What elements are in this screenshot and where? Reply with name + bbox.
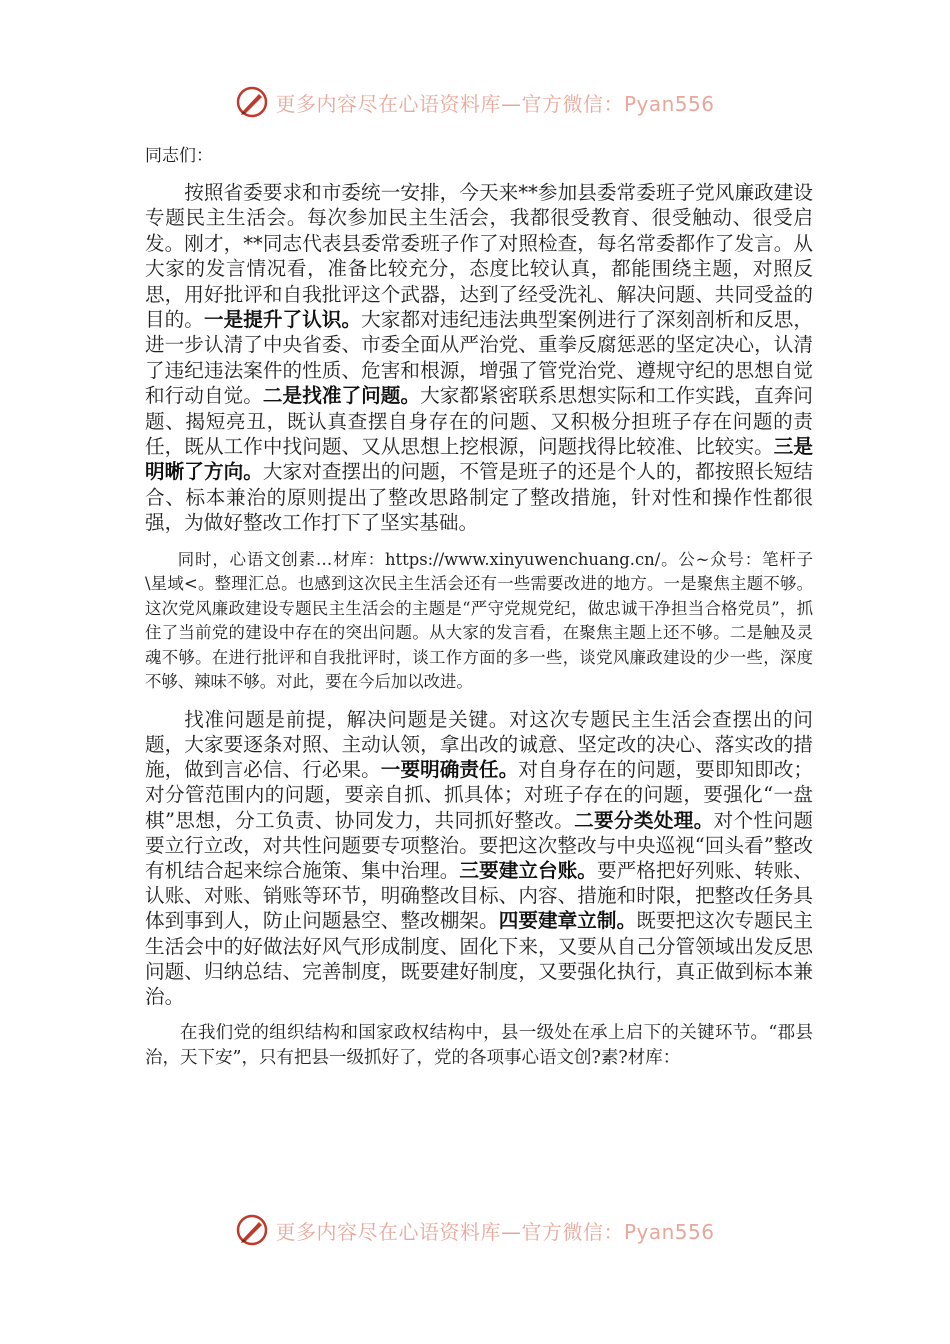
paragraph-4: 在我们党的组织结构和国家政权结构中，县一级处在承上启下的关键环节。“郡县治，天下安”，只有把县一级抓好了，党的各项事心语文创?素?材库： — [145, 1023, 813, 1069]
pen-logo-icon — [235, 85, 269, 119]
footer-watermark-banner — [0, 1210, 950, 1250]
watermark-text: 更多内容尽在心语资料库—官方微信：Pyan556 — [275, 91, 715, 116]
text-run: 大家都对违纪违法典型案例进行了深刻剖析和反思，进一步认清了中央省委、市委全面从严治党、重拳反腐惩恶的坚定决心，认清了违纪违法案件的性质、危害和根源，增强了管党治党、遵规守纪的思想自觉和行动自觉。 — [145, 308, 814, 408]
bold-key-point: 三要建立台账。 — [459, 858, 597, 882]
text-run: 既要把这次专题民主生活会中的好做法好风气形成制度、固化下来，又要从自己分管领域出发反思问题、归纳总结、完善制度，既要建好制度，又要强化执行，真正做到标本兼治。 — [145, 909, 814, 1008]
bold-key-point: 一要明确责任。 — [380, 758, 519, 782]
text-run: 找准问题是前提，解决问题是关键。对这次专题民主生活会查摆出的问题，大家要逐条对照、主动认领，拿出改的诚意、坚定改的决心、落实改的措施，做到言必信、行必果。 — [145, 707, 813, 782]
bold-key-point: 三是明晰了方向。 — [145, 435, 814, 484]
paragraph-2: 同时，心语文创素…材库：https://www.xinyuwenchuang.cn/。公~众号：笔杆子\星域<。整理汇总。也感到这次民主生活会还有一些需要改进的地方。一是聚焦主题不够。这次党风廉政建设专题民主生活会的主题是“严守党规党纪，做忠诚干净担当合格党员”，抓住了当前党的建设中存在的突出问题。从大家的发言看，在聚焦主题上还不够。二是触及灵魂不够。在进行批评和自我批评时，谈工作方面的多一些，谈党风廉政建设的少一些，深度不够、辣味不够。对此，要在今后加以改进。 — [145, 549, 813, 692]
text-run: 按照省委要求和市委统一安排，今天来**参加县委常委班子党风廉政建设专题民主生活会。每次参加民主生活会，我都很受教育、很受触动、很受启发。刚才，**同志代表县委常委班子作了对照检查，每名常委都作了发言。从大家的发言情况看，准备比较充分，态度比较认真，都能围绕主题，对照反思，用好批评和自我批评这个武器，达到了经受洗礼、解决问题、共同受益的目的。 — [145, 181, 813, 332]
watermark-text: 更多内容尽在心语资料库—官方微信：Pyan556 — [275, 1219, 715, 1244]
text-run: 对自身存在的问题，要即知即改；对分管范围内的问题，要亲自抓、抓具体；对班子存在的问题，要强化“一盘棋”思想，分工负责、协同发力，共同抓好整改。 — [145, 758, 814, 832]
document-body — [145, 143, 813, 1071]
bold-key-point: 一是提升了认识。 — [203, 308, 362, 332]
header-watermark-banner — [0, 82, 950, 122]
text-run: 对个性问题要立行立改，对共性问题要专项整治。要把这次整改与中央巡视“回头看”整改有机结合起来综合施策、集中治理。 — [145, 808, 814, 882]
bold-key-point: 二是找准了问题。 — [262, 384, 421, 408]
paragraph-1 — [145, 180, 813, 536]
paragraph-3 — [145, 707, 813, 1009]
salutation: 同志们： — [145, 146, 213, 166]
text-run: 大家都紧密联系思想实际和工作实践，直奔问题、揭短亮丑，既认真查摆自身存在的问题、又积极分担班子存在问题的责任，既从工作中找问题、又从思想上挖根源，问题找得比较准、比较实。 — [145, 384, 814, 459]
text-run: 要严格把好列账、转账、认账、对账、销账等环节，明确整改目标、内容、措施和时限，把整改任务具体到事到人，防止问题悬空、整改棚架。 — [145, 858, 814, 933]
bold-key-point: 二要分类处理。 — [574, 808, 714, 832]
bold-key-point: 四要建章立制。 — [498, 909, 637, 933]
text-run: 大家对查摆出的问题，不管是班子的还是个人的，都按照长短结合、标本兼治的原则提出了整改思路制定了整改措施，针对性和操作性都很强，为做好整改工作打下了坚实基础。 — [145, 460, 814, 535]
pen-logo-icon — [235, 1213, 269, 1247]
